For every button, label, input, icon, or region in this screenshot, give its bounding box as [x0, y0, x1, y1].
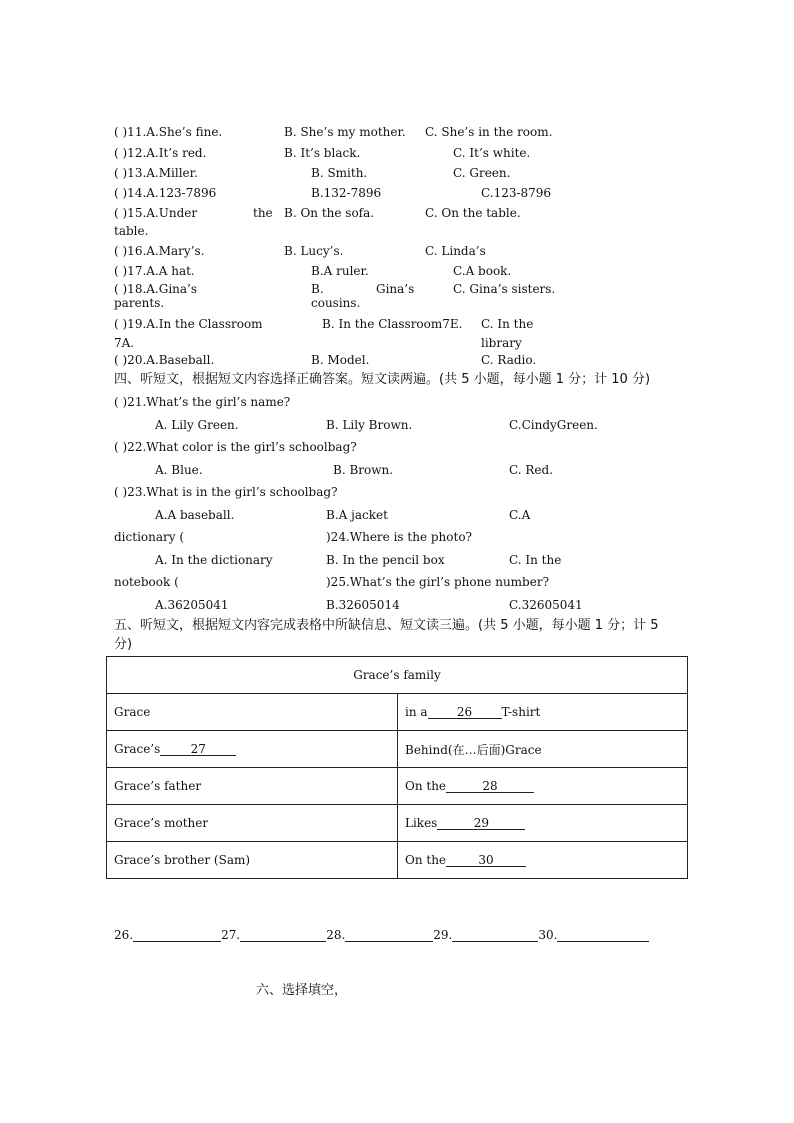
q17-option-b: B.A ruler. [311, 264, 369, 278]
q19-option-b: B. In the Classroom7E. [322, 317, 463, 331]
table-cell-person: Grace [107, 694, 398, 731]
cell-text: in a [405, 705, 428, 719]
table-cell-info [398, 805, 688, 842]
q17-option-c: C.A book. [453, 264, 512, 278]
q25-question: )25.What’s the girl’s phone number? [326, 575, 550, 589]
answer-blank-27[interactable] [240, 929, 326, 942]
q19-prompt: ( )19.A.In the Classroom [114, 317, 263, 331]
table-cell-info [398, 694, 688, 731]
answer-label-29: 29. [433, 928, 453, 942]
q15-continuation: table. [114, 224, 149, 238]
q13-option-c: C. Green. [453, 166, 511, 180]
q14-option-c: C.123-8796 [481, 186, 552, 200]
table-row [107, 842, 688, 879]
answer-blank-30[interactable] [557, 929, 649, 942]
q24-option-b: B. In the pencil box [326, 553, 445, 567]
blank-27: 27 [160, 743, 236, 756]
q18-continuation-a: parents. [114, 296, 165, 310]
q11-option-b: B. She’s my mother. [284, 125, 406, 139]
q15-prompt: ( )15.A.Under [114, 206, 198, 220]
q18-option-b: B. [311, 282, 324, 296]
q25-option-a: A.36205041 [155, 598, 229, 612]
q12-option-b: B. It’s black. [284, 146, 361, 160]
q11-prompt: ( )11.A.She’s fine. [114, 125, 223, 139]
q23-option-a: A.A baseball. [155, 508, 235, 522]
table-cell-person [107, 731, 398, 768]
section-6-heading: 六、选择填空， [256, 983, 348, 998]
table-cell-person: Grace’s brother (Sam) [107, 842, 398, 879]
cell-text: Likes [405, 816, 438, 830]
table-title: Grace’s family [107, 657, 688, 694]
q19-continuation-c: library [481, 336, 522, 350]
q19-option-c: C. In the [481, 317, 534, 331]
q21-option-a: A. Lily Green. [155, 418, 239, 432]
q25-option-c: C.32605041 [509, 598, 583, 612]
q18-continuation-b: cousins. [311, 296, 361, 310]
q15-option-b: B. On the sofa. [284, 206, 375, 220]
q21-option-c: C.CindyGreen. [509, 418, 598, 432]
cell-text: On the [405, 853, 447, 867]
q15-prompt-word: the [253, 206, 273, 220]
q11-option-c: C. She’s in the room. [425, 125, 553, 139]
q25-option-b: B.32605014 [326, 598, 400, 612]
table-row [107, 731, 688, 768]
table-cell-person: Grace’s mother [107, 805, 398, 842]
q17-prompt: ( )17.A.A hat. [114, 264, 195, 278]
table-row [107, 768, 688, 805]
blank-28: 28 [446, 780, 534, 793]
q24-option-c: C. In the [509, 553, 562, 567]
cell-text: T-shirt [501, 705, 541, 719]
answer-label-30: 30. [538, 928, 558, 942]
section-4-heading: 四、听短文，根据短文内容选择正确答案。短文读两遍。(共 5 小题，每小题 1 分；计 10 分) [114, 372, 651, 387]
q21-question: ( )21.What’s the girl’s name? [114, 395, 291, 409]
table-cell-info [398, 842, 688, 879]
q23-option-b: B.A jacket [326, 508, 388, 522]
q22-option-b: B. Brown. [333, 463, 394, 477]
q14-option-b: B.132-7896 [311, 186, 382, 200]
q18-option-c: C. Gina’s sisters. [453, 282, 556, 296]
q23-continuation: dictionary ( [114, 530, 185, 544]
q20-option-b: B. Model. [311, 353, 370, 367]
answer-label-28: 28. [326, 928, 346, 942]
answer-blanks [114, 928, 649, 942]
q22-option-a: A. Blue. [155, 463, 203, 477]
q22-question: ( )22.What color is the girl’s schoolbag? [114, 440, 357, 454]
answer-label-26: 26. [114, 928, 134, 942]
answer-label-27: 27. [221, 928, 241, 942]
table-cell-info [398, 768, 688, 805]
q18-prompt: ( )18.A.Gina’s [114, 282, 198, 296]
section-5-heading-cont: 分) [114, 637, 133, 652]
q19-continuation-a: 7A. [114, 336, 135, 350]
q18-option-b-word: Gina’s [376, 282, 415, 296]
blank-30: 30 [446, 854, 526, 867]
answer-blank-29[interactable] [452, 929, 538, 942]
q14-prompt: ( )14.A.123-7896 [114, 186, 217, 200]
q21-option-b: B. Lily Brown. [326, 418, 413, 432]
q24-continuation: notebook ( [114, 575, 179, 589]
q15-option-c: C. On the table. [425, 206, 521, 220]
q22-option-c: C. Red. [509, 463, 554, 477]
q23-option-c: C.A [509, 508, 531, 522]
answer-blank-26[interactable] [133, 929, 221, 942]
table-row [107, 805, 688, 842]
q16-prompt: ( )16.A.Mary’s. [114, 244, 205, 258]
q12-prompt: ( )12.A.It’s red. [114, 146, 207, 160]
q24-option-a: A. In the dictionary [155, 553, 273, 567]
section-5-heading: 五、听短文，根据短文内容完成表格中所缺信息、短文读三遍。(共 5 小题，每小题 1 分；计 5 [114, 618, 659, 633]
blank-29: 29 [437, 817, 525, 830]
cell-text: On the [405, 779, 447, 793]
q13-option-b: B. Smith. [311, 166, 368, 180]
table-row [107, 694, 688, 731]
family-table [106, 656, 688, 879]
cell-text: Grace’s [114, 742, 161, 756]
table-cell-info: Behind(在…后面)Grace [398, 731, 688, 768]
answer-blank-28[interactable] [345, 929, 433, 942]
blank-26: 26 [428, 706, 502, 719]
q20-prompt: ( )20.A.Baseball. [114, 353, 215, 367]
q12-option-c: C. It’s white. [453, 146, 531, 160]
q24-question: )24.Where is the photo? [326, 530, 472, 544]
q16-option-c: C. Linda’s [425, 244, 486, 258]
q20-option-c: C. Radio. [481, 353, 537, 367]
table-cell-person: Grace’s father [107, 768, 398, 805]
q13-prompt: ( )13.A.Miller. [114, 166, 198, 180]
q16-option-b: B. Lucy’s. [284, 244, 344, 258]
q23-question: ( )23.What is in the girl’s schoolbag? [114, 485, 338, 499]
